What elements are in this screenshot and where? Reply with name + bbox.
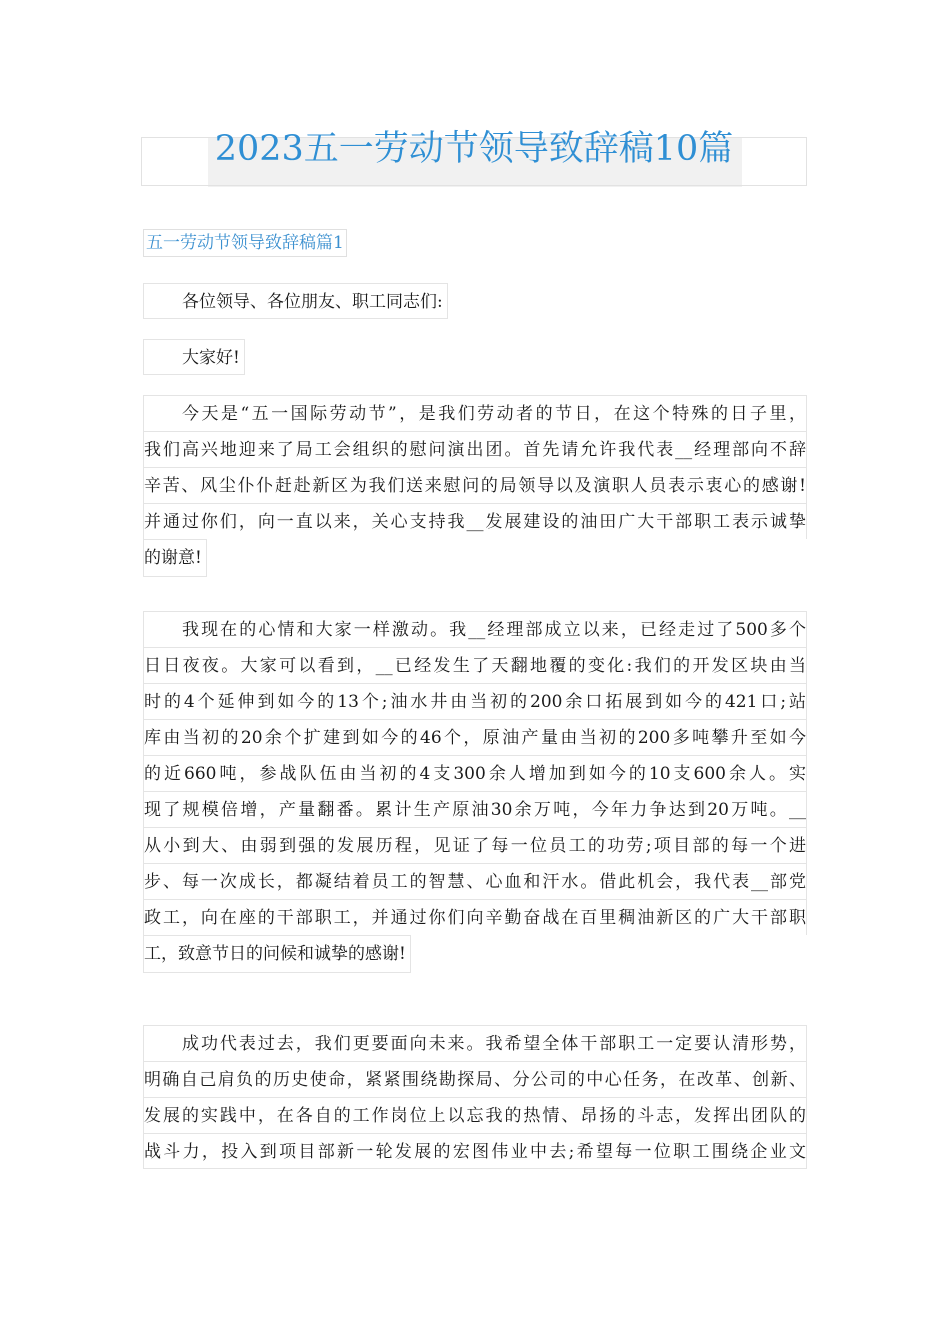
- text-line: 大家好!: [143, 339, 245, 375]
- text-line: 发展的实践中，在各自的工作岗位上以忘我的热情、昂扬的斗志，发挥出团队的: [143, 1097, 807, 1133]
- document-title: 2023五一劳动节领导致辞稿10篇: [214, 129, 734, 169]
- text-line: 明确自己肩负的历史使命，紧紧围绕勘探局、分公司的中心任务，在改革、创新、: [143, 1061, 807, 1097]
- paragraph-body: [143, 1025, 807, 1169]
- text-line: 工，致意节日的问候和诚挚的感谢!: [143, 935, 411, 973]
- text-line: 从小到大、由弱到强的发展历程，见证了每一位员工的功劳;项目部的每一个进: [143, 827, 807, 863]
- section-heading: 五一劳动节领导致辞稿篇1: [143, 229, 347, 257]
- text-line: 库由当初的20余个扩建到如今的46个，原油产量由当初的200多吨攀升至如今: [143, 719, 807, 755]
- text-line: 时的4个延伸到如今的13个;油水井由当初的200余口拓展到如今的421口;站: [143, 683, 807, 719]
- text-line: 现了规模倍增，产量翻番。累计生产原油30余万吨，今年力争达到20万吨。__: [143, 791, 807, 827]
- text-line: 今天是“五一国际劳动节”，是我们劳动者的节日，在这个特殊的日子里，: [143, 395, 807, 431]
- text-line: 我现在的心情和大家一样激动。我__经理部成立以来，已经走过了500多个: [143, 611, 807, 647]
- paragraph-salutation: [143, 283, 807, 324]
- paragraph-greeting: [143, 339, 807, 380]
- text-line: 战斗力，投入到项目部新一轮发展的宏图伟业中去;希望每一位职工围绕企业文: [143, 1133, 807, 1169]
- text-line: 的近660吨，参战队伍由当初的4支300余人增加到如今的10支600余人。实: [143, 755, 807, 791]
- text-line: 辛苦、风尘仆仆赶赴新区为我们送来慰问的局领导以及演职人员表示衷心的感谢!: [143, 467, 807, 503]
- text-line: 并通过你们，向一直以来，关心支持我__发展建设的油田广大干部职工表示诚挚: [143, 503, 807, 539]
- text-line: 日日夜夜。大家可以看到，__已经发生了天翻地覆的变化:我们的开发区块由当: [143, 647, 807, 683]
- paragraph-body: [143, 395, 807, 577]
- text-line: 步、每一次成长，都凝结着员工的智慧、心血和汗水。借此机会，我代表__部党: [143, 863, 807, 899]
- text-line: 成功代表过去，我们更要面向未来。我希望全体干部职工一定要认清形势，: [143, 1025, 807, 1061]
- text-line: 政工，向在座的干部职工，并通过你们向辛勤奋战在百里稠油新区的广大干部职: [143, 899, 807, 935]
- paragraph-body: [143, 611, 807, 973]
- text-line: 的谢意!: [143, 539, 207, 577]
- text-line: 各位领导、各位朋友、职工同志们:: [143, 283, 448, 319]
- text-line: 我们高兴地迎来了局工会组织的慰问演出团。首先请允许我代表__经理部向不辞: [143, 431, 807, 467]
